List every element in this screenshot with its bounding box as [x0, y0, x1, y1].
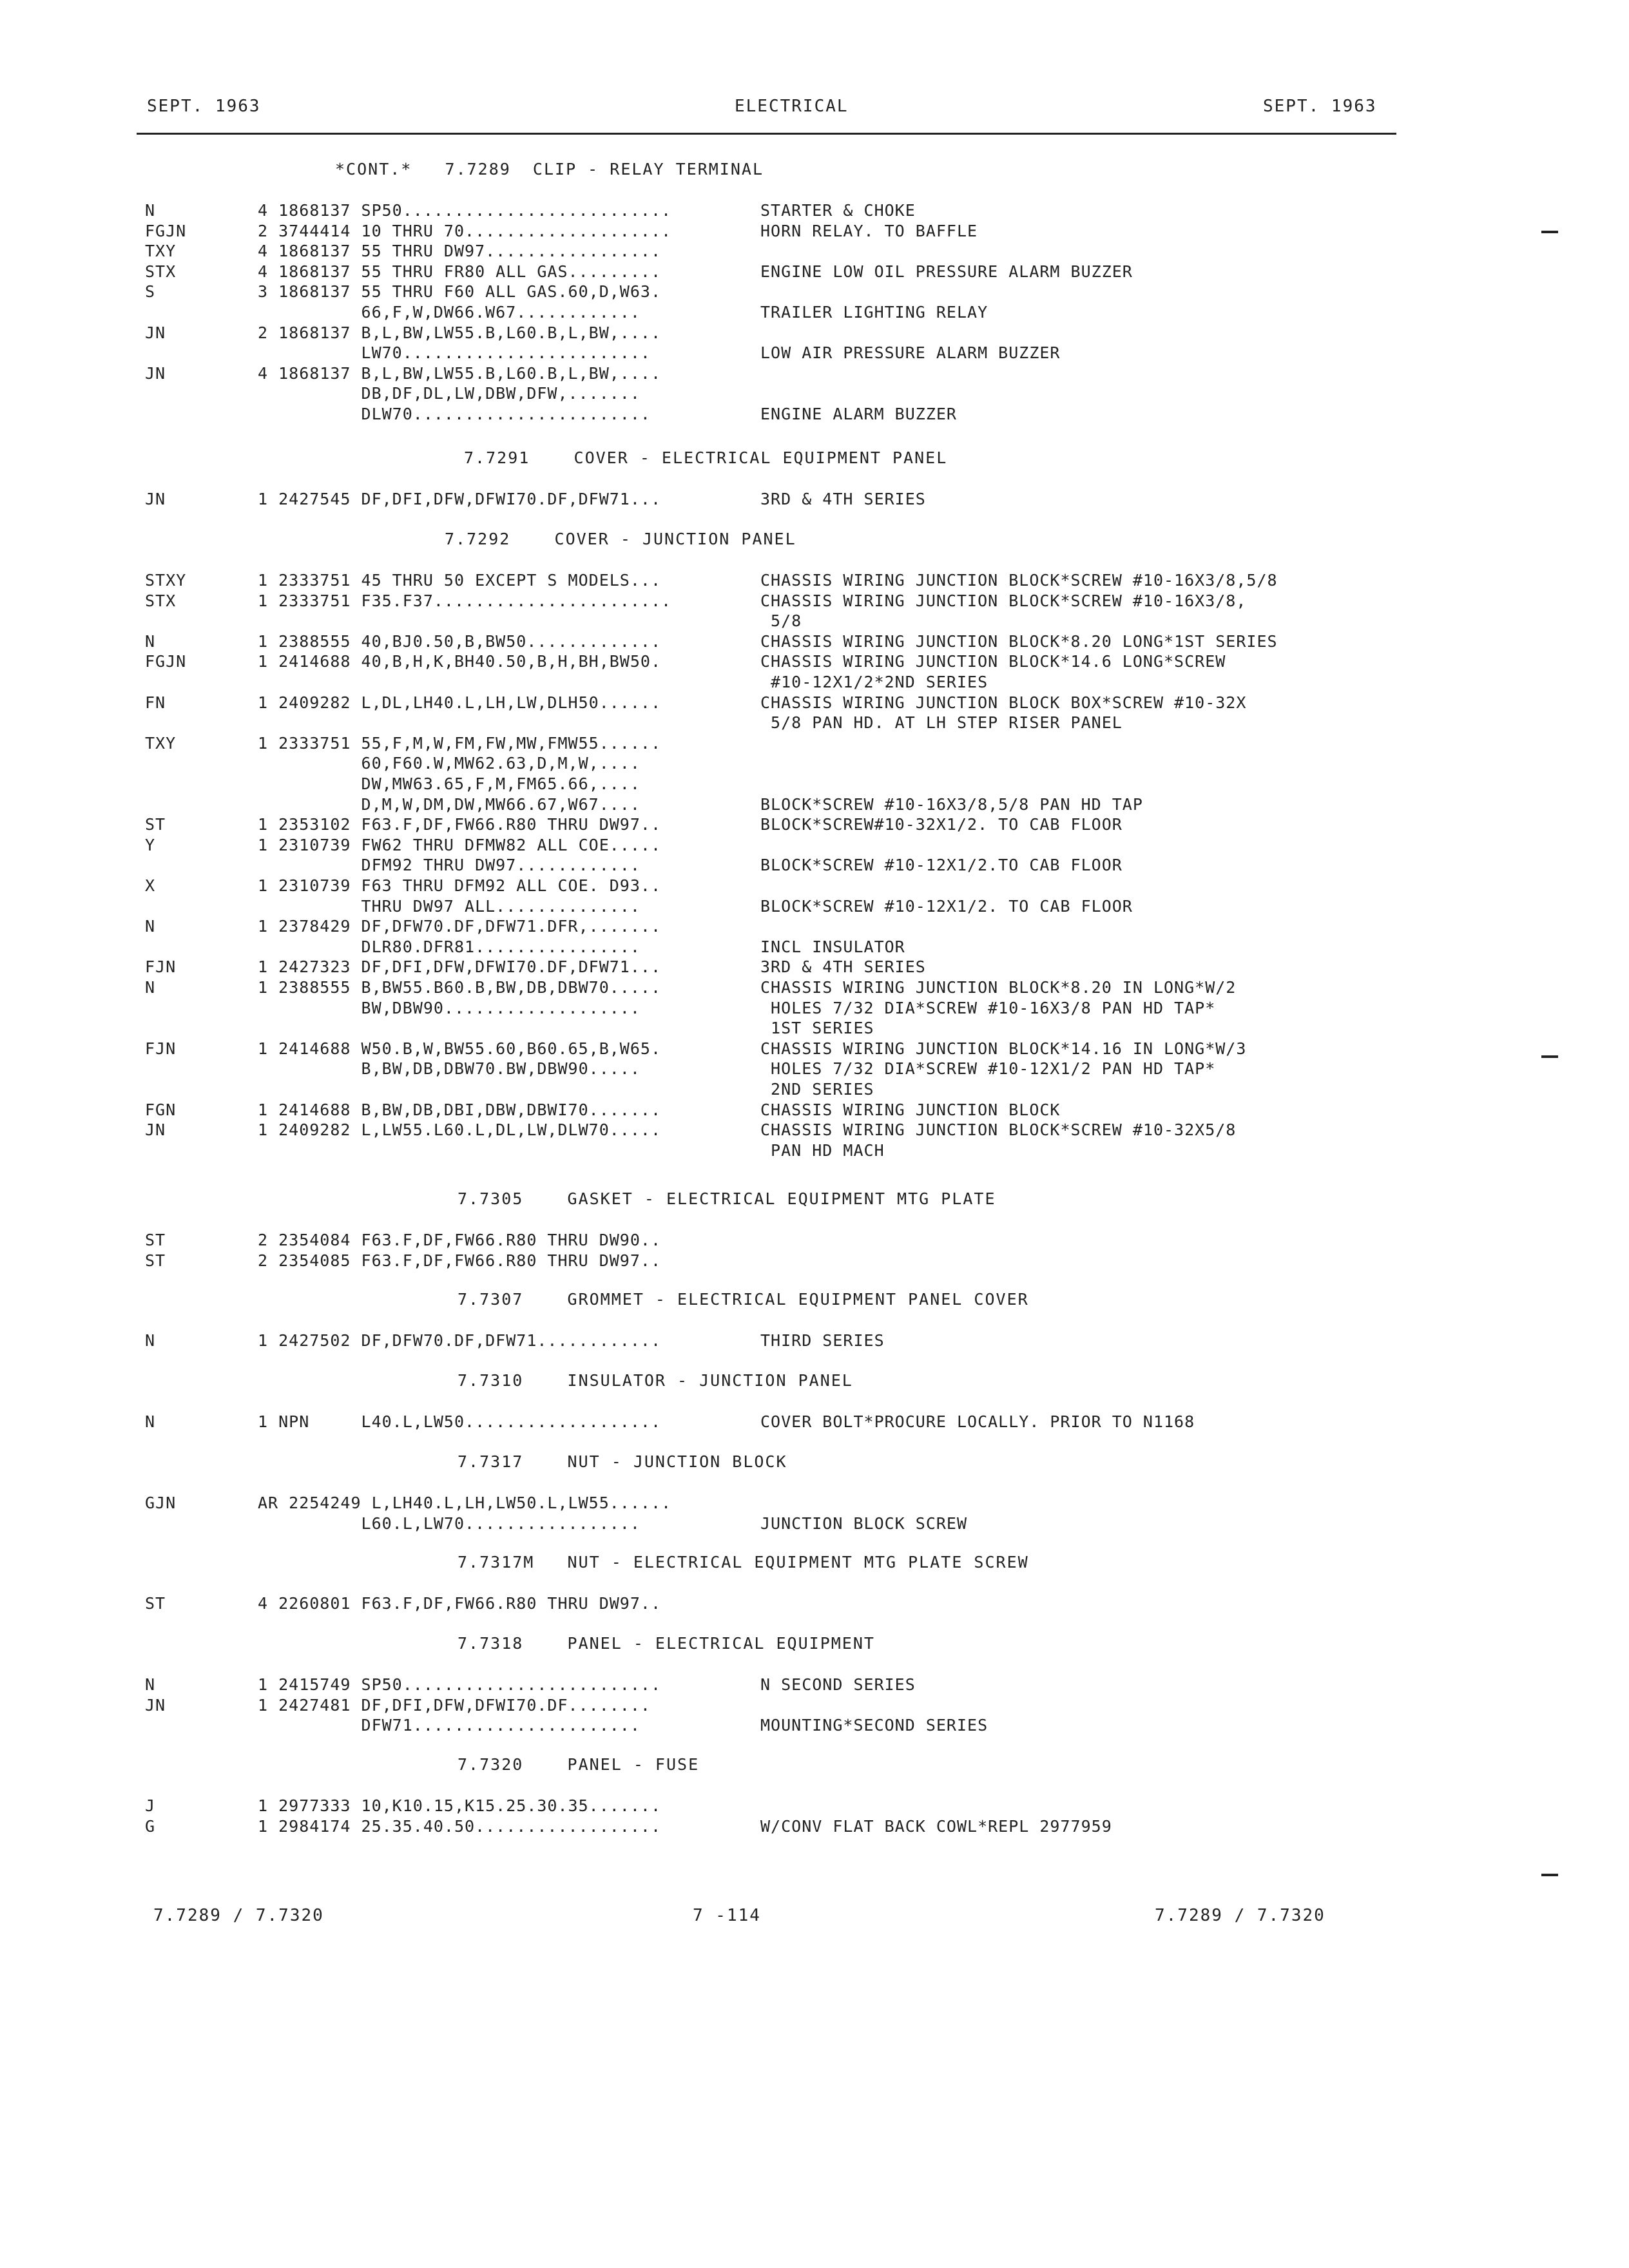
- section-title: 7.7318 PANEL - ELECTRICAL EQUIPMENT: [458, 1634, 875, 1653]
- footer-page-number: 7 -114: [693, 1906, 761, 1925]
- row-part: 1 2414688 W50.B,W,BW55.60,B60.65,B,W65.: [258, 1039, 661, 1058]
- row-part: 1 2333751 45 THRU 50 EXCEPT S MODELS...: [258, 571, 661, 590]
- row-part: 2 1868137 B,L,BW,LW55.B,L60.B,L,BW,....: [258, 323, 661, 342]
- row-desc: BLOCK*SCREW #10-12X1/2. TO CAB FLOOR: [760, 897, 1133, 916]
- row-desc: BLOCK*SCREW #10-16X3/8,5/8 PAN HD TAP: [760, 795, 1143, 814]
- row-code: JN: [145, 490, 166, 508]
- row-code: FJN: [145, 1039, 177, 1058]
- row-code: TXY: [145, 734, 177, 753]
- row-desc: N SECOND SERIES: [760, 1675, 916, 1694]
- row-code: N: [145, 978, 156, 997]
- row-code: ST: [145, 815, 166, 834]
- row-desc: ENGINE LOW OIL PRESSURE ALARM BUZZER: [760, 262, 1133, 281]
- row-part: DB,DF,DL,LW,DBW,DFW,.......: [258, 384, 641, 403]
- row-part: 1 2310739 FW62 THRU DFMW82 ALL COE.....: [258, 836, 661, 854]
- row-part: 1 2414688 B,BW,DB,DBI,DBW,DBWI70.......: [258, 1100, 661, 1119]
- row-desc: CHASSIS WIRING JUNCTION BLOCK: [760, 1100, 1061, 1119]
- row-part: AR 2254249 L,LH40.L,LH,LW50.L,LW55......: [258, 1494, 672, 1512]
- row-part: 1 2388555 B,BW55.B60.B,BW,DB,DBW70.....: [258, 978, 661, 997]
- row-code: ST: [145, 1594, 166, 1613]
- row-desc: CHASSIS WIRING JUNCTION BLOCK*8.20 IN LONG*W/2: [760, 978, 1237, 997]
- header-date-right: SEPT. 1963: [1263, 97, 1377, 116]
- row-part: 2 2354085 F63.F,DF,FW66.R80 THRU DW97..: [258, 1251, 661, 1270]
- margin-mark: [1541, 231, 1558, 233]
- row-part: DFW71......................: [258, 1716, 641, 1735]
- row-desc: 5/8: [760, 611, 802, 630]
- row-part: 1 2388555 40,BJ0.50,B,BW50.............: [258, 632, 661, 651]
- row-part: 1 2427323 DF,DFI,DFW,DFWI70.DF,DFW71...: [258, 957, 661, 976]
- row-desc: ENGINE ALARM BUZZER: [760, 405, 957, 423]
- row-part: 4 1868137 SP50..........................: [258, 201, 672, 220]
- header-rule: [137, 133, 1396, 135]
- row-code: G: [145, 1817, 156, 1836]
- row-part: 1 2427545 DF,DFI,DFW,DFWI70.DF,DFW71...: [258, 490, 661, 508]
- row-part: DLR80.DFR81................: [258, 937, 641, 956]
- row-code: ST: [145, 1231, 166, 1249]
- row-desc: PAN HD MACH: [760, 1141, 885, 1160]
- row-desc: 3RD & 4TH SERIES: [760, 957, 926, 976]
- row-part: THRU DW97 ALL..............: [258, 897, 641, 916]
- section-title: 7.7317M NUT - ELECTRICAL EQUIPMENT MTG PLATE SCREW: [458, 1553, 1029, 1571]
- row-part: 1 2409282 L,LW55.L60.L,DL,LW,DLW70.....: [258, 1120, 661, 1139]
- row-desc: STARTER & CHOKE: [760, 201, 916, 220]
- row-code: JN: [145, 323, 166, 342]
- row-part: 4 1868137 B,L,BW,LW55.B,L60.B,L,BW,....: [258, 364, 661, 383]
- row-desc: HOLES 7/32 DIA*SCREW #10-12X1/2 PAN HD TAP*: [760, 1059, 1216, 1078]
- row-code: N: [145, 1331, 156, 1350]
- row-part: 2 2354084 F63.F,DF,FW66.R80 THRU DW90..: [258, 1231, 661, 1249]
- row-desc: CHASSIS WIRING JUNCTION BLOCK*SCREW #10-32X5/8: [760, 1120, 1237, 1139]
- row-part: 3 1868137 55 THRU F60 ALL GAS.60,D,W63.: [258, 282, 661, 301]
- row-part: 4 2260801 F63.F,DF,FW66.R80 THRU DW97..: [258, 1594, 661, 1613]
- row-part: 1 2977333 10,K10.15,K15.25.30.35.......: [258, 1796, 661, 1815]
- row-code: FGJN: [145, 652, 187, 671]
- row-part: L60.L,LW70.................: [258, 1514, 641, 1533]
- footer-range-right: 7.7289 / 7.7320: [1155, 1906, 1325, 1925]
- row-code: N: [145, 917, 156, 936]
- row-code: J: [145, 1796, 156, 1815]
- row-desc: BLOCK*SCREW #10-12X1/2.TO CAB FLOOR: [760, 856, 1123, 874]
- row-part: B,BW,DB,DBW70.BW,DBW90.....: [258, 1059, 641, 1078]
- row-desc: MOUNTING*SECOND SERIES: [760, 1716, 988, 1735]
- row-desc: CHASSIS WIRING JUNCTION BLOCK*14.6 LONG*SCREW: [760, 652, 1226, 671]
- row-code: STX: [145, 591, 177, 610]
- row-part: 1 2353102 F63.F,DF,FW66.R80 THRU DW97..: [258, 815, 661, 834]
- row-part: 1 2415749 SP50.........................: [258, 1675, 661, 1694]
- row-part: 1 2984174 25.35.40.50..................: [258, 1817, 661, 1836]
- row-desc: W/CONV FLAT BACK COWL*REPL 2977959: [760, 1817, 1112, 1836]
- row-code: GJN: [145, 1494, 177, 1512]
- row-code: JN: [145, 364, 166, 383]
- row-code: N: [145, 632, 156, 651]
- row-desc: COVER BOLT*PROCURE LOCALLY. PRIOR TO N1168: [760, 1412, 1195, 1431]
- row-desc: BLOCK*SCREW#10-32X1/2. TO CAB FLOOR: [760, 815, 1123, 834]
- header-date-left: SEPT. 1963: [147, 97, 261, 116]
- row-part: DLW70.......................: [258, 405, 651, 423]
- row-desc: LOW AIR PRESSURE ALARM BUZZER: [760, 343, 1061, 362]
- section-title: 7.7291 COVER - ELECTRICAL EQUIPMENT PANEL: [464, 448, 948, 467]
- row-code: Y: [145, 836, 156, 854]
- row-part: DW,MW63.65,F,M,FM65.66,....: [258, 774, 641, 793]
- row-desc: HORN RELAY. TO BAFFLE: [760, 222, 978, 240]
- row-desc: INCL INSULATOR: [760, 937, 905, 956]
- row-code: ST: [145, 1251, 166, 1270]
- row-desc: JUNCTION BLOCK SCREW: [760, 1514, 968, 1533]
- section-title: 7.7305 GASKET - ELECTRICAL EQUIPMENT MTG PLATE: [458, 1189, 996, 1208]
- row-part: 66,F,W,DW66.W67............: [258, 303, 641, 322]
- row-code: FGN: [145, 1100, 177, 1119]
- row-part: 1 2409282 L,DL,LH40.L,LH,LW,DLH50......: [258, 693, 661, 712]
- row-part: 1 2333751 55,F,M,W,FM,FW,MW,FMW55......: [258, 734, 661, 753]
- margin-mark: [1541, 1874, 1558, 1876]
- row-part: 1 2333751 F35.F37.......................: [258, 591, 672, 610]
- row-part: 1 2378429 DF,DFW70.DF,DFW71.DFR,.......: [258, 917, 661, 936]
- row-code: JN: [145, 1696, 166, 1715]
- row-code: N: [145, 1675, 156, 1694]
- row-part: D,M,W,DM,DW,MW66.67,W67....: [258, 795, 641, 814]
- row-code: STX: [145, 262, 177, 281]
- row-desc: CHASSIS WIRING JUNCTION BLOCK BOX*SCREW #10-32X: [760, 693, 1247, 712]
- row-part: LW70........................: [258, 343, 651, 362]
- row-part: 1 2427502 DF,DFW70.DF,DFW71............: [258, 1331, 661, 1350]
- row-part: DFM92 THRU DW97............: [258, 856, 641, 874]
- row-part: 60,F60.W,MW62.63,D,M,W,....: [258, 754, 641, 773]
- section-title: 7.7292 COVER - JUNCTION PANEL: [445, 530, 796, 548]
- section-title: 7.7317 NUT - JUNCTION BLOCK: [458, 1452, 787, 1471]
- row-code: TXY: [145, 242, 177, 260]
- row-code: STXY: [145, 571, 187, 590]
- header-title: ELECTRICAL: [735, 97, 849, 116]
- row-desc: TRAILER LIGHTING RELAY: [760, 303, 988, 322]
- footer-range-left: 7.7289 / 7.7320: [153, 1906, 324, 1925]
- section-title: 7.7320 PANEL - FUSE: [458, 1755, 700, 1774]
- row-part: 1 2414688 40,B,H,K,BH40.50,B,H,BH,BW50.: [258, 652, 661, 671]
- row-part: 2 3744414 10 THRU 70....................: [258, 222, 672, 240]
- row-code: S: [145, 282, 156, 301]
- row-desc: THIRD SERIES: [760, 1331, 885, 1350]
- row-code: FGJN: [145, 222, 187, 240]
- row-code: FN: [145, 693, 166, 712]
- row-desc: 3RD & 4TH SERIES: [760, 490, 926, 508]
- row-code: N: [145, 201, 156, 220]
- row-part: 4 1868137 55 THRU FR80 ALL GAS.........: [258, 262, 661, 281]
- row-part: 1 2310739 F63 THRU DFM92 ALL COE. D93..: [258, 876, 661, 895]
- row-code: JN: [145, 1120, 166, 1139]
- row-desc: HOLES 7/32 DIA*SCREW #10-16X3/8 PAN HD TAP*: [760, 999, 1216, 1017]
- row-part: 1 NPN L40.L,LW50...................: [258, 1412, 661, 1431]
- row-desc: 1ST SERIES: [760, 1019, 874, 1037]
- row-desc: CHASSIS WIRING JUNCTION BLOCK*SCREW #10-16X3/8,: [760, 591, 1247, 610]
- section-title: *CONT.* 7.7289 CLIP - RELAY TERMINAL: [335, 160, 764, 178]
- row-code: FJN: [145, 957, 177, 976]
- row-part: BW,DBW90...................: [258, 999, 641, 1017]
- row-desc: #10-12X1/2*2ND SERIES: [760, 673, 988, 691]
- row-desc: CHASSIS WIRING JUNCTION BLOCK*14.16 IN LONG*W/3: [760, 1039, 1247, 1058]
- margin-mark: [1541, 1055, 1558, 1058]
- row-part: 1 2427481 DF,DFI,DFW,DFWI70.DF........: [258, 1696, 651, 1715]
- row-desc: 2ND SERIES: [760, 1080, 874, 1099]
- row-code: N: [145, 1412, 156, 1431]
- row-desc: CHASSIS WIRING JUNCTION BLOCK*8.20 LONG*1ST SERIES: [760, 632, 1278, 651]
- section-title: 7.7310 INSULATOR - JUNCTION PANEL: [458, 1371, 853, 1390]
- row-part: 4 1868137 55 THRU DW97.................: [258, 242, 661, 260]
- row-desc: CHASSIS WIRING JUNCTION BLOCK*SCREW #10-16X3/8,5/8: [760, 571, 1278, 590]
- section-title: 7.7307 GROMMET - ELECTRICAL EQUIPMENT PANEL COVER: [458, 1290, 1029, 1309]
- row-desc: 5/8 PAN HD. AT LH STEP RISER PANEL: [760, 713, 1123, 732]
- row-code: X: [145, 876, 156, 895]
